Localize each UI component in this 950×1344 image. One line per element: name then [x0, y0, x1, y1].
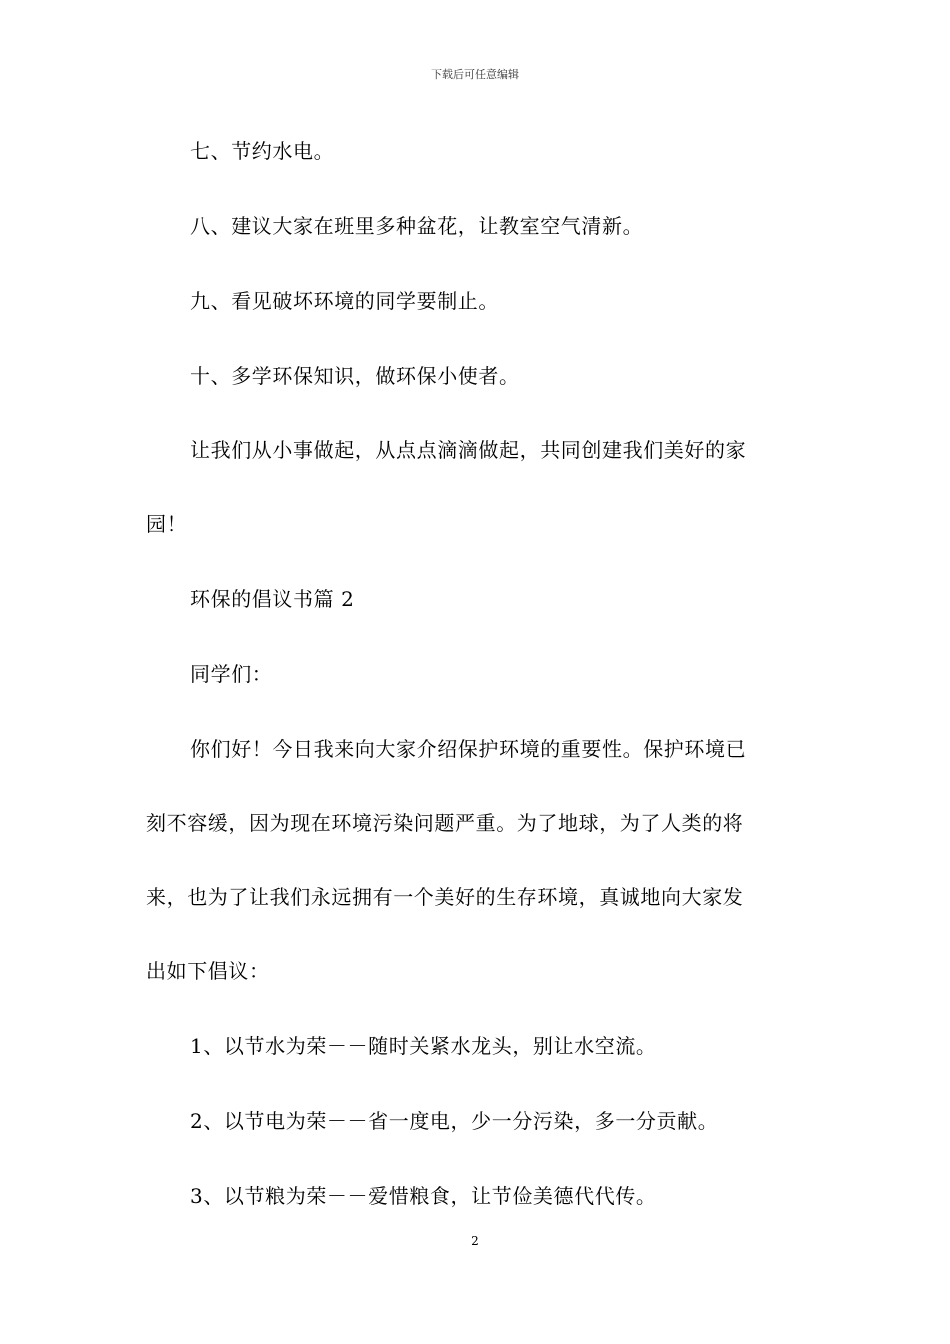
- salutation: 同学们：: [190, 662, 273, 686]
- list-item: 2、以节电为荣－－省一度电，少一分污染，多一分贡献。: [190, 1109, 719, 1133]
- paragraph-line: 你们好！今日我来向大家介绍保护环境的重要性。保护环境已: [190, 737, 747, 761]
- page-header: 下载后可任意编辑: [431, 68, 519, 81]
- paragraph-line: 让我们从小事做起，从点点滴滴做起，共同创建我们美好的家: [190, 438, 747, 462]
- paragraph-line: 刻不容缓，因为现在环境污染问题严重。为了地球，为了人类的将: [146, 811, 744, 835]
- paragraph-line: 十、多学环保知识，做环保小使者。: [190, 364, 520, 388]
- section-title: 环保的倡议书篇 2: [190, 587, 355, 611]
- paragraph-line: 八、建议大家在班里多种盆花，让教室空气清新。: [190, 214, 644, 238]
- paragraph-line: 七、节约水电。: [190, 139, 335, 163]
- list-item: 3、以节粮为荣－－爱惜粮食，让节俭美德代代传。: [190, 1184, 657, 1208]
- paragraph-line: 园！: [146, 512, 188, 536]
- page-number: 2: [471, 1234, 479, 1248]
- paragraph-line: 九、看见破坏环境的同学要制止。: [190, 289, 499, 313]
- paragraph-line: 出如下倡议：: [146, 959, 270, 983]
- list-item: 1、以节水为荣－－随时关紧水龙头，别让水空流。: [190, 1034, 657, 1058]
- paragraph-line: 来，也为了让我们永远拥有一个美好的生存环境，真诚地向大家发: [146, 885, 744, 909]
